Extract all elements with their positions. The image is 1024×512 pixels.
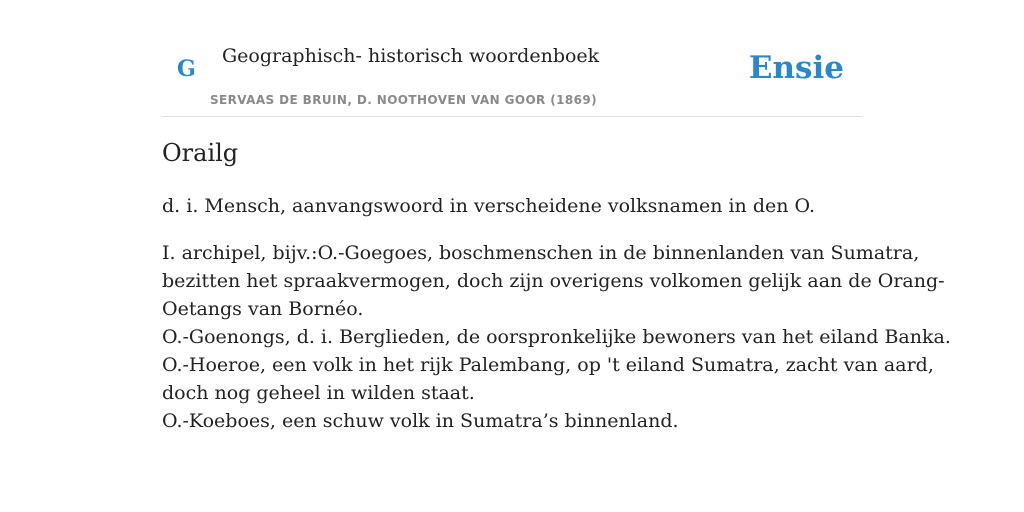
book-authors-meta: SERVAAS DE BRUIN, D. NOOTHOVEN VAN GOOR (1869) xyxy=(210,93,598,107)
entry-body-line: I. archipel, bijv.:O.-Goegoes, boschmenschen in de binnenlanden van Sumatra, xyxy=(162,242,920,264)
book-letter-badge[interactable]: G xyxy=(177,56,196,82)
book-header xyxy=(162,0,862,117)
entry-page xyxy=(162,0,951,432)
entry-body-line: Oetangs van Bornéo. xyxy=(162,298,364,320)
entry-body-line: O.-Koeboes, een schuw volk in Sumatra’s binnenland. xyxy=(162,410,679,432)
book-title-link[interactable]: Geographisch- historisch woordenboek xyxy=(222,45,600,67)
entry-body-line: O.-Hoeroe, een volk in het rijk Palembang, op 't eiland Sumatra, zacht van aard, xyxy=(162,354,934,376)
entry-definition: d. i. Mensch, aanvangswoord in verscheidene volksnamen in den O. xyxy=(162,195,816,217)
entry-body-line: doch nog geheel in wilden staat. xyxy=(162,382,475,404)
entry-body xyxy=(162,239,951,435)
entry-body-line: bezitten het spraakvermogen, doch zijn overigens volkomen gelijk aan de Orang- xyxy=(162,270,945,292)
ensie-logo-link[interactable]: Ensie xyxy=(748,50,844,86)
entry-title: Orailg xyxy=(162,139,239,167)
entry-body-line: O.-Goenongs, d. i. Berglieden, de oorspronkelijke bewoners van het eiland Banka. xyxy=(162,326,951,348)
